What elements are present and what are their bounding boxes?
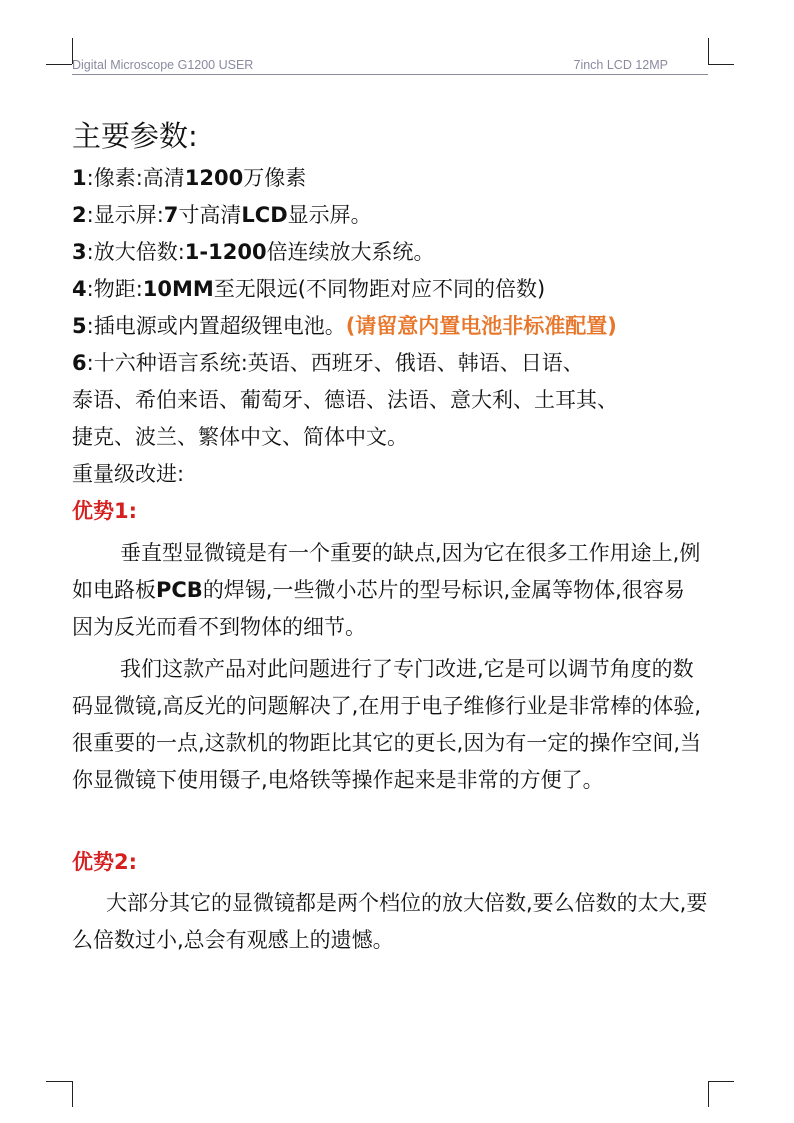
spec-label: :显示屏:	[86, 203, 164, 227]
spec-number: 2	[72, 203, 87, 227]
spec-rest: 倍连续放大系统。	[266, 240, 435, 264]
header-product-name: Digital Microscope G1200 USER	[72, 58, 254, 72]
spec-rest: 寸高清	[178, 203, 242, 227]
crop-mark-top-right-h	[708, 64, 734, 65]
crop-mark-bottom-right-v	[708, 1081, 709, 1107]
spec-item-2	[72, 197, 722, 234]
spacer	[72, 799, 722, 844]
spec-item-4	[72, 271, 722, 308]
spec-item-3	[72, 234, 722, 271]
spec-item-1	[72, 160, 722, 197]
document-body	[72, 112, 722, 959]
section-title: 主要参数:	[72, 119, 198, 153]
spec-number: 1	[72, 166, 87, 190]
spec-rest: 万像素	[243, 166, 307, 190]
advantage-1-paragraph-1	[72, 535, 702, 646]
paragraph-text: 的焊锡,一些微小芯片的型号标识,金属等物体,很容易因为反光而看不到物体的细节。	[72, 578, 685, 639]
spec-value-2: LCD	[241, 203, 288, 227]
spec-value: 1-1200	[184, 240, 267, 264]
spec-number: 3	[72, 240, 87, 264]
paragraph-text: 垂直型显微镜是有一个重要的缺点,因为它在很多工作用途上,例如电路板	[72, 541, 701, 602]
crop-mark-top-left-h	[46, 64, 72, 65]
advantage-2-heading: 优势2:	[72, 850, 138, 874]
spec-label: :插电源或内置超级锂电池。	[86, 314, 346, 338]
languages-line-2: 泰语、希伯来语、葡萄牙、德语、法语、意大利、土耳其、	[72, 388, 618, 412]
crop-mark-bottom-right-h	[708, 1081, 734, 1082]
spec-label: :放大倍数:	[86, 240, 185, 264]
spec-label: :物距:	[86, 277, 143, 301]
spec-number: 6	[72, 351, 87, 375]
page-header	[72, 56, 708, 75]
battery-note: (请留意内置电池非标准配置)	[345, 314, 617, 338]
crop-mark-top-right-v	[708, 38, 709, 64]
crop-mark-bottom-left-h	[46, 1081, 72, 1082]
spec-rest-2: 显示屏。	[287, 203, 372, 227]
spec-item-5	[72, 308, 722, 345]
crop-mark-bottom-left-v	[72, 1081, 73, 1107]
spec-number: 5	[72, 314, 87, 338]
pcb-term: PCB	[156, 578, 203, 602]
spec-item-6	[72, 345, 722, 382]
spec-label: :十六种语言系统:英语、西班牙、俄语、韩语、日语、	[86, 351, 584, 375]
advantage-1-heading: 优势1:	[72, 499, 138, 523]
spec-value: 1200	[184, 166, 244, 190]
improvements-label: 重量级改进:	[72, 462, 185, 486]
spec-rest: 至无限远(不同物距对应不同的倍数)	[213, 277, 546, 301]
advantage-2-paragraph: 大部分其它的显微镜都是两个档位的放大倍数,要么倍数的太大,要么倍数过小,总会有观感上的遗憾。	[72, 891, 708, 952]
header-product-spec: 7inch LCD 12MP	[573, 58, 668, 72]
spec-value: 10MM	[142, 277, 214, 301]
spec-label: :像素:高清	[86, 166, 185, 190]
languages-line-3: 捷克、波兰、繁体中文、简体中文。	[72, 425, 408, 449]
advantage-1-paragraph-2: 我们这款产品对此问题进行了专门改进,它是可以调节角度的数码显微镜,高反光的问题解决了,在用于电子维修行业是非常棒的体验,很重要的一点,这款机的物距比其它的更长,因为有一定的操作空间,当你显微镜下使用镊子,电烙铁等操作起来是非常的方便了。	[72, 657, 702, 792]
spec-number: 4	[72, 277, 87, 301]
spec-value: 7	[163, 203, 179, 227]
